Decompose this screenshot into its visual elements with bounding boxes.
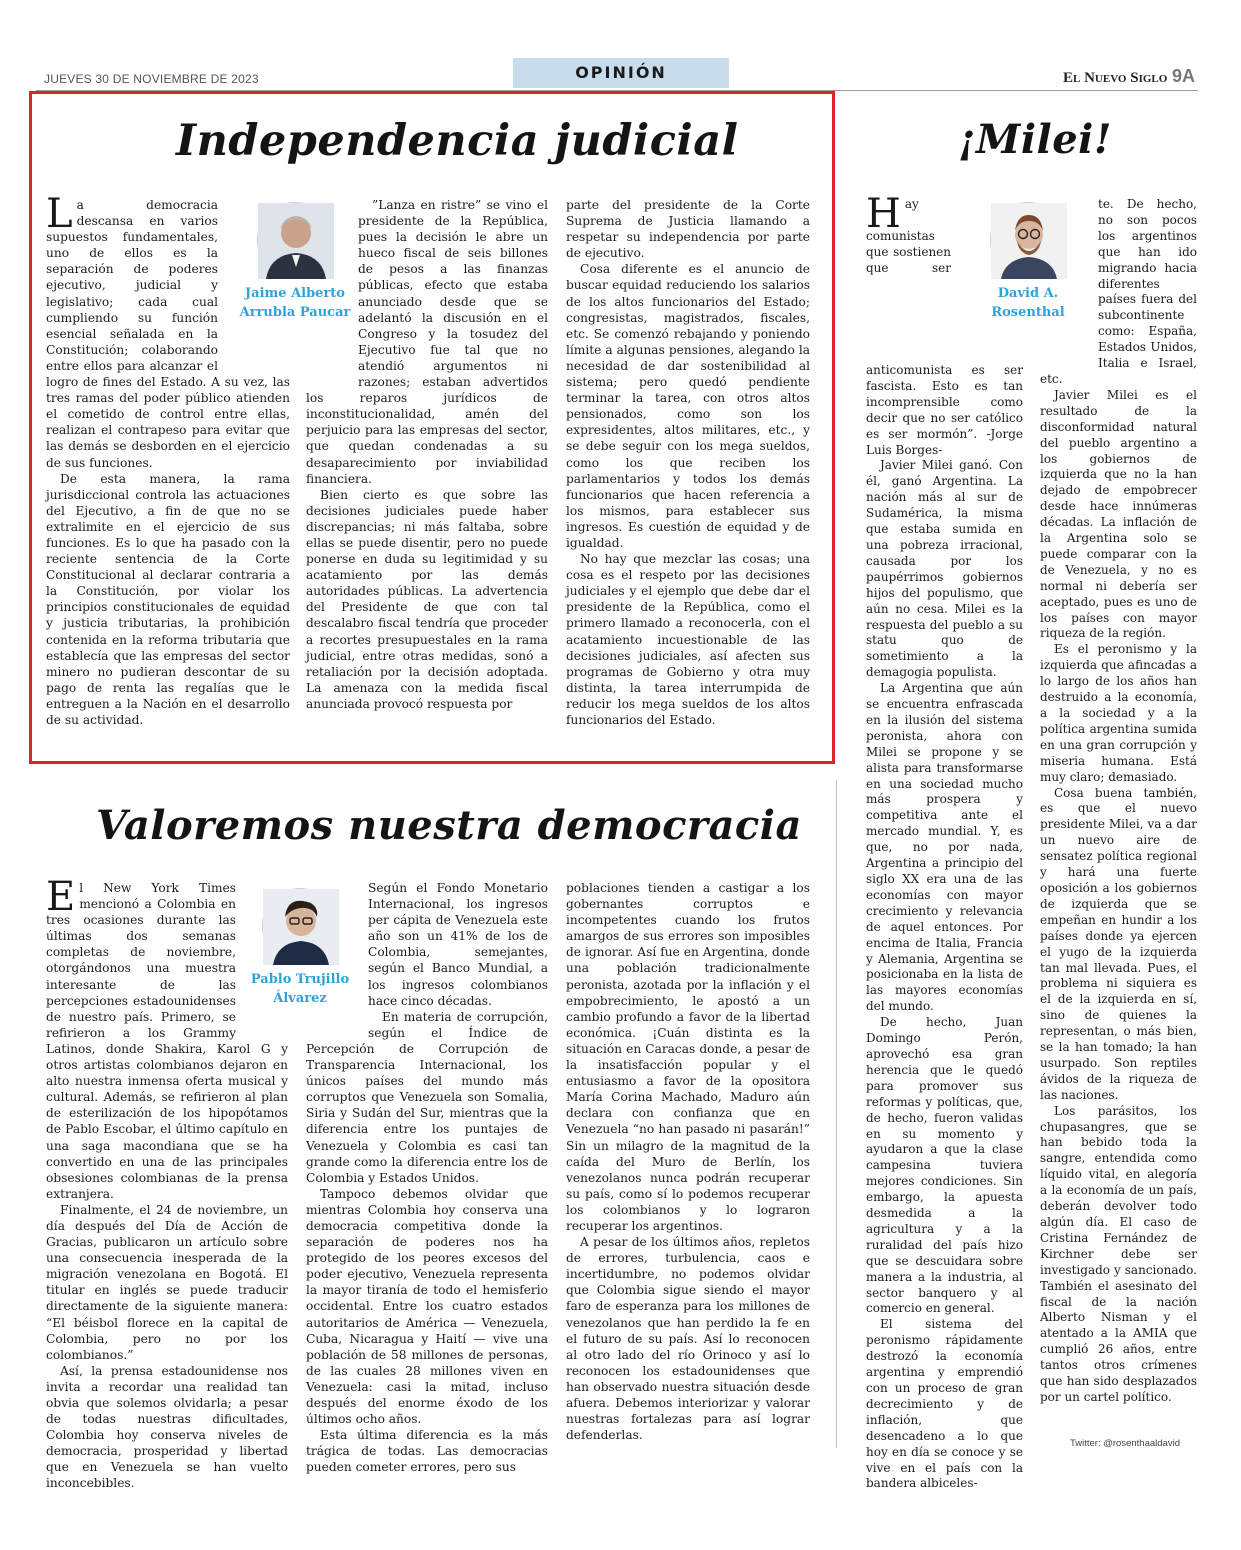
author-space [306, 880, 368, 1040]
paragraph: poblaciones tienden a castigar a los gobernantes corruptos e incompetentes cuando los frutos amargos de sus errores son imposibles de ignorar. Así fue en Argentina, donde una población tradicionalmente peronista, azotada por la inflación y el empobrecimiento, le apostó a un cambio profundo a favor de la libertad económica. ¡Cuán distinta es la situación en Caracas donde, a pesar de la insatisfacción popular y el entusiasmo a favor de la opositora María Corina Machado, Maduro aún declara con confianza que en Venezuela “no han pasado ni pasarán!” Sin un milagro de la magnitud de la caída del Muro de Berlín, los venezolanos nunca podrán recuperar su país, como sí lo podemos recuperar los colombianos y lo lograron recuperar los argentinos. [566, 881, 810, 1233]
paragraph: A pesar de los últimos años, repletos de errores, turbulencia, caos e incertidumbre, no podemos olvidar que Colombia sigue siendo el mayor faro de esperanza para los millones de venezolanos que han perdido la fe en el futuro de su país. Así lo reconocen al otro lado del río Orinoco y así lo reconocen los estadounidenses que han observado nuestra situación desde afuera. Debemos interiorizar y valorar nuestras fortalezas para así lograr defenderlas. [566, 1235, 810, 1443]
paragraph: Javier Milei es el resultado de la disconformidad natural del pueblo argentino a los gobiernos de izquierda que no la han dejado de empobrecer desde hace innúmeras décadas. La inflación de la Argentina solo se puede comparar con la de Venezuela, y no es normal ni debería ser aceptado, pues es uno de los países con mayor riqueza de la región. [1040, 387, 1197, 641]
paragraph: a democracia descansa en varios supuestos fundamentales, uno de ellos es la separación de poderes ejecutivo, judicial y legislativo; cada cual cumpliendo su función esencial señalada en la Constitución; colaborando entre ellos para alcanzar el logro de fines del Estado. A su vez, las tres ramas del poder público atienden el cometido de control entre ellas, realizan el contrapeso para evitar que las demás se desborden en el ejercicio de sus funciones. [46, 198, 290, 470]
page-number: 9A [1172, 66, 1196, 86]
paragraph: Esta última diferencia es la más trágica de todas. Las democracias pueden cometer errores, pero sus [306, 1428, 548, 1475]
paragraph: Bien cierto es que sobre las decisiones judiciales puede haber discrepancias; ni más faltaba, sobre ellas se puede disentir, pero no puede ponerse en duda su legitimidad y su acatamiento por las demás autoridades públicas. La advertencia del Presidente de que con tal descalabro fiscal tendría que proceder a recortes presupuestales en la rama judicial, entre otras medidas, sonó a retaliación por la decisión adoptada. La amenaza con la medida fiscal anunciada provocó respuesta por [306, 487, 548, 711]
author-name: Pablo Trujillo Álvarez [250, 972, 350, 1006]
article-column [566, 197, 810, 727]
paragraph: parte del presidente de la Corte Suprema de Justicia llamando a respetar su independencia por parte de ejecutivo. [566, 198, 810, 261]
edition-date: JUEVES 30 DE NOVIEMBRE DE 2023 [44, 72, 259, 86]
drop-cap: H [866, 191, 901, 237]
paragraph: Tampoco debemos olvidar que mientras Colombia hoy conserva una democracia competitiva donde la separación de poderes nos ha protegido de los peores excesos del poder ejecutivo, Venezuela representa la mayor tiranía de todo el hemisferio occidental. Entre los cuatro estados autoritarios de América — Venezuela, Cuba, Nicaragua y Haití — vive una población de 58 millones de personas, de las cuales 28 millones viven en Venezuela: casi la mitad, incluso después del enorme éxodo de los últimos ocho años. [306, 1186, 548, 1427]
paragraph: En materia de corrupción, según el Índice de Percepción de Corrupción de Transparencia Internacional, los únicos países del mundo más corruptos que Venezuela son Somalia, Siria y Sudán del Sur, mientras que la diferencia entre los puntajes de Venezuela y Colombia es casi tan grande como la diferencia entre los de Colombia y Estados Unidos. [306, 1009, 548, 1185]
paragraph: Finalmente, el 24 de noviembre, un día después del Día de Acción de Gracias, publicaron un artículo sobre una consecuencia inesperada de la migración venezolana en Bogotá. El titular en inglés se puede traducir directamente de la siguiente manera: “El béisbol florece en la capital de Colombia, pero no por los colombianos.” [46, 1202, 288, 1362]
author-name: David A. Rosenthal [991, 286, 1065, 320]
paragraph: El sistema del peronismo rápidamente destrozó la economía argentina y emprendió con un proceso de gran decrecimiento y de inflación, que desencadeno a lo que hoy en día se conoce y se vive en el país con la bandera albiceles- [866, 1317, 1023, 1491]
author-twitter-handle[interactable]: Twitter: @rosenthaaldavid [1070, 1438, 1180, 1449]
paragraph: De esta manera, la rama jurisdiccional controla las actuaciones del Ejecutivo, a fin de que no se extralimite en el ejercicio de sus funciones. Es lo que ha pasado con la reciente sentencia de la Corte Constitucional al declarar contraria a la Constitución, por violar los principios constitucionales de equidad y justicia tributarias, la prohibición contenida en la reforma tributaria que establecía que las empresas del sector minero no pudieran descontar de su pago de renta las regalías que le entreguen a la Nación en el desarrollo de su actividad. [46, 471, 290, 727]
newspaper-logo: El Nuevo Siglo [1063, 70, 1168, 86]
drop-cap: E [46, 874, 76, 920]
article-title: Independencia judicial [176, 116, 739, 166]
column-divider [836, 780, 837, 1448]
paragraph: Cosa diferente es el anuncio de buscar equidad reduciendo los salarios de los altos funcionarios del Estado; congresistas, magistrados, fiscales, etc. Se comenzó rebajando y poniendo límite a algunas pensiones, alegando la necesidad de dar sostenibilidad al sistema; pero quedó pendiente terminar la tarea, con otros altos pensionados, como son los expresidentes, altos militares, etc., y se debe seguir con los mega sueldos, como los que reciben los parlamentarios y todos los demás funcionarios que hacen referencia a los mismos, para establecer sus ingresos. Es cuestión de equidad y de igualdad. [566, 262, 810, 550]
article-column [306, 880, 548, 1475]
paragraph: Los parásitos, los chupasangres, que se han bebido toda la sangre, entendida como líquido vital, en alegoría a la economía de un país, deberán devolver todo algún día. El caso de Cristina Fernández de Kirchner debe ser investigado y sancionado. También el asesinato del fiscal de la nación Alberto Nisman y el atentado a la AMIA que cumplió 26 años, entre tantos otros crímenes que han sido desplazados por un cartel político. [1040, 1103, 1197, 1404]
paragraph: te. De hecho, no son pocos los argentinos que han ido migrando hacia diferentes países fuera del subcontinente como: España, Estados Unidos, Italia e Israel, etc. [1040, 197, 1197, 386]
paragraph: De hecho, Juan Domingo Perón, aprovechó esa gran herencia que le quedó para promover sus reformas y políticas, que, de hecho, fueron validas en su momento y ayudaron a que la clase campesina tuviera mejores condiciones. Sin embargo, la apuesta desmedida a la agricultura y a la ruralidad del país hizo que se descuidara sobre manera a la industria, al sector banquero y al comercio en general. [866, 1015, 1023, 1316]
paragraph: No hay que mezclar las cosas; una cosa es el respeto por las decisiones judiciales y el ejemplo que debe dar el presidente de la República, como el primero llamado a reconocerla, con el acatamiento incuestionable de las decisiones judiciales, así afecten sus programas de Gobierno y otra muy distinta, la tarea interrumpida de reducir los mega sueldos de los altos funcionarios del Estado. [566, 552, 810, 727]
paragraph: l New York Times mencionó a Colombia en tres ocasiones durante las últimas dos semanas completas de noviembre, otorgándonos una muestra interesante de las percepciones estadounidenses de nuestro país. Primero, se refirieron a los Grammy Latinos, donde Shakira, Karol G y otros artistas colombianos dejaron en alto nuestra inmensa oferta musical y cultural. Además, se refirieron al plan de esterilización de los hipopótamos de Pablo Escobar, el último capítulo en una saga macondiana que se ha convertido en una de las principales obsesiones colombianas de la prensa extranjera. [46, 881, 288, 1201]
paragraph: ”Lanza en ristre” se vino el presidente de la República, pues la decisión le abre un hueco fiscal de seis billones de pesos a las finanzas públicas, efecto que estaba anunciado desde que se adelantó la discusión en el Congreso y la tosudez del Ejecutivo fue tal que no atendió argumentos ni razones; estaban advertidos los reparos jurídicos de inconstitucionalidad, amén del perjuicio para las empresas del sector, que quedan condenadas a su desaparecimiento por inviabilidad financiera. [306, 198, 548, 486]
article-title: Valoremos nuestra democracia [96, 802, 802, 849]
article-column [1040, 197, 1197, 1437]
paragraph: Así, la prensa estadounidense nos invita a recordar una realidad tan obvia que solemos olvidarla; a pesar de todas nuestras dificultades, Colombia hoy conserva niveles de democracia, prosperidad y libertad que en Venezuela se han vuelto inconcebibles. [46, 1363, 288, 1491]
author-space [306, 197, 358, 387]
paragraph: ay comunistas que sostienen que ser anticomunista es ser fascista. Esto es tan incomprensible como decir que no ser católico es ser mormón”. -Jorge Luis Borges- [866, 197, 1023, 457]
paragraph: Es el peronismo y la izquierda que afincadas a lo largo de los años han destruido a la economía, a la sociedad y a la política argentina sumida en una gran corrupción y miseria humana. Está muy claro; demasiado. [1040, 642, 1197, 784]
article-column [306, 197, 548, 717]
paragraph: Cosa buena también, es que el nuevo presidente Milei, va a dar un nuevo aire de sensatez política regional y hará una fuerte oposición a los gobiernos de izquierda que se empeñan en hundir a los países donde ya ejercen el yugo de la izquierda tan mal llevada. Pues, el problema ni siquiera es el de la izquierda en sí, sino de quienes la representan, o más bien, se la han tomado; la han usurpado. Son reptiles ávidos de la riqueza de las naciones. [1040, 785, 1197, 1102]
drop-cap: L [46, 191, 73, 237]
paragraph: Según el Fondo Monetario Internacional, los ingresos per cápita de Venezuela este año son un 41% de los de Colombia, semejantes, según el Banco Mundial, a los ingresos colombianos hace cinco décadas. [368, 881, 548, 1008]
article-title: ¡Milei! [958, 116, 1112, 163]
article-column [566, 880, 810, 1448]
author-space [1040, 197, 1098, 367]
paragraph: La Argentina que aún se encuentra enfrascada en la ilusión del sistema peronista, ahora con Milei se propone y se alista para transformarse en una sociedad mucho más prospera y competitiva ante el mercado mundial. Y, es que, no por nada, Argentina a principio del siglo XX era una de las economías con mayor crecimiento y relevancia de aquel entonces. Por encima de Italia, Francia y Alemania, Argentina se posicionaba en la lista de las mayores economías del mundo. [866, 681, 1023, 1014]
article-column [866, 191, 1023, 1491]
section-label: OPINIÓN [513, 58, 729, 88]
author-name: Jaime Alberto Arrubla Paucar [239, 286, 351, 320]
paragraph: Javier Milei ganó. Con él, ganó Argentina. La nación más al sur de Sudamérica, la misma que estaba sumida en una pobreza irracional, causada por los paupérrimos gobiernos hijos del populismo, que aún no cesa. Milei es la respuesta del pueblo a su statu quo de sometimiento a la demagogia populista. [866, 458, 1023, 680]
